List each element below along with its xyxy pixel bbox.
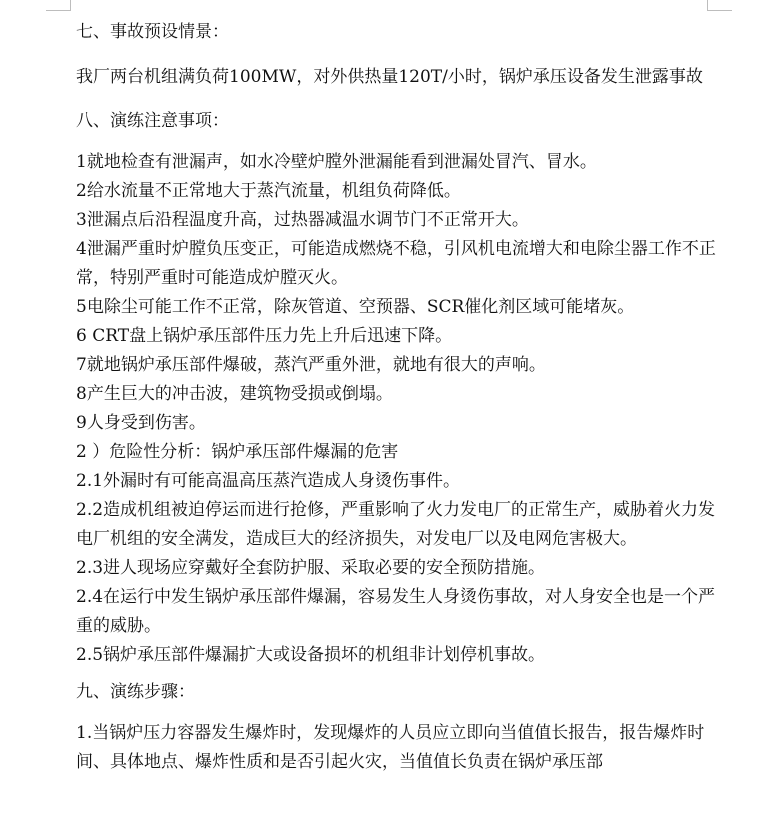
page-corner-mark-left [46,0,71,11]
list-item: 9人身受到伤害。 [76,413,206,433]
list-item: 3泄漏点后沿程温度升高，过热器减温水调节门不正常开大。 [76,210,529,230]
list-item: 4泄漏严重时炉膛负压变正，可能造成燃烧不稳，引风机电流增大和电除尘器工作不正常，特别严重时可能造成炉膛灭火。 [76,239,716,288]
list-item: 2.1外漏时有可能高温高压蒸汽造成人身烫伤事件。 [76,471,461,491]
document-body [76,18,716,777]
list-item: 6 CRT盘上锅炉承压部件压力先上升后迅速下降。 [76,326,453,346]
list-item: 7就地锅炉承压部件爆破，蒸汽严重外泄，就地有很大的声响。 [76,355,546,375]
list-item: 2.5锅炉承压部件爆漏扩大或设备损坏的机组非计划停机事故。 [76,645,546,665]
list-item: 2.4在运行中发生锅炉承压部件爆漏，容易发生人身烫伤事故，对人身安全也是一个严重的威胁。 [76,587,716,636]
list-item: 2给水流量不正常地大于蒸汽流量，机组负荷降低。 [76,181,461,201]
page-corner-mark-right [707,0,732,11]
list-item: 2.2造成机组被迫停运而进行抢修，严重影响了火力发电厂的正常生产，威胁着火力发电厂机组的安全满发，造成巨大的经济损失，对发电厂以及电网危害极大。 [76,500,716,549]
list-item: 8产生巨大的冲击波，建筑物受损或倒塌。 [76,384,393,404]
list-item: 1就地检查有泄漏声，如水冷壁炉膛外泄漏能看到泄漏处冒汽、冒水。 [76,152,597,172]
section-7-text: 我厂两台机组满负荷100MW，对外供热量120T/小时，锅炉承压设备发生泄露事故 [76,67,703,87]
section-9-heading: 九、演练步骤： [76,682,195,702]
section-7-heading: 七、事故预设情景： [76,22,229,42]
list-item: 5电除尘可能工作不正常，除灰管道、空预器、SCR催化剂区域可能堵灰。 [76,297,635,317]
section-9-text: 1.当锅炉压力容器发生爆炸时，发现爆炸的人员应立即向当值值长报告，报告爆炸时间、具体地点、爆炸性质和是否引起火灾，当值值长负责在锅炉承压部 [76,723,705,772]
list-item: 2.3进人现场应穿戴好全套防护服、采取必要的安全预防措施。 [76,558,546,578]
list-item: 2 ）危险性分析：锅炉承压部件爆漏的危害 [76,442,399,462]
section-8-heading: 八、演练注意事项： [76,111,229,131]
